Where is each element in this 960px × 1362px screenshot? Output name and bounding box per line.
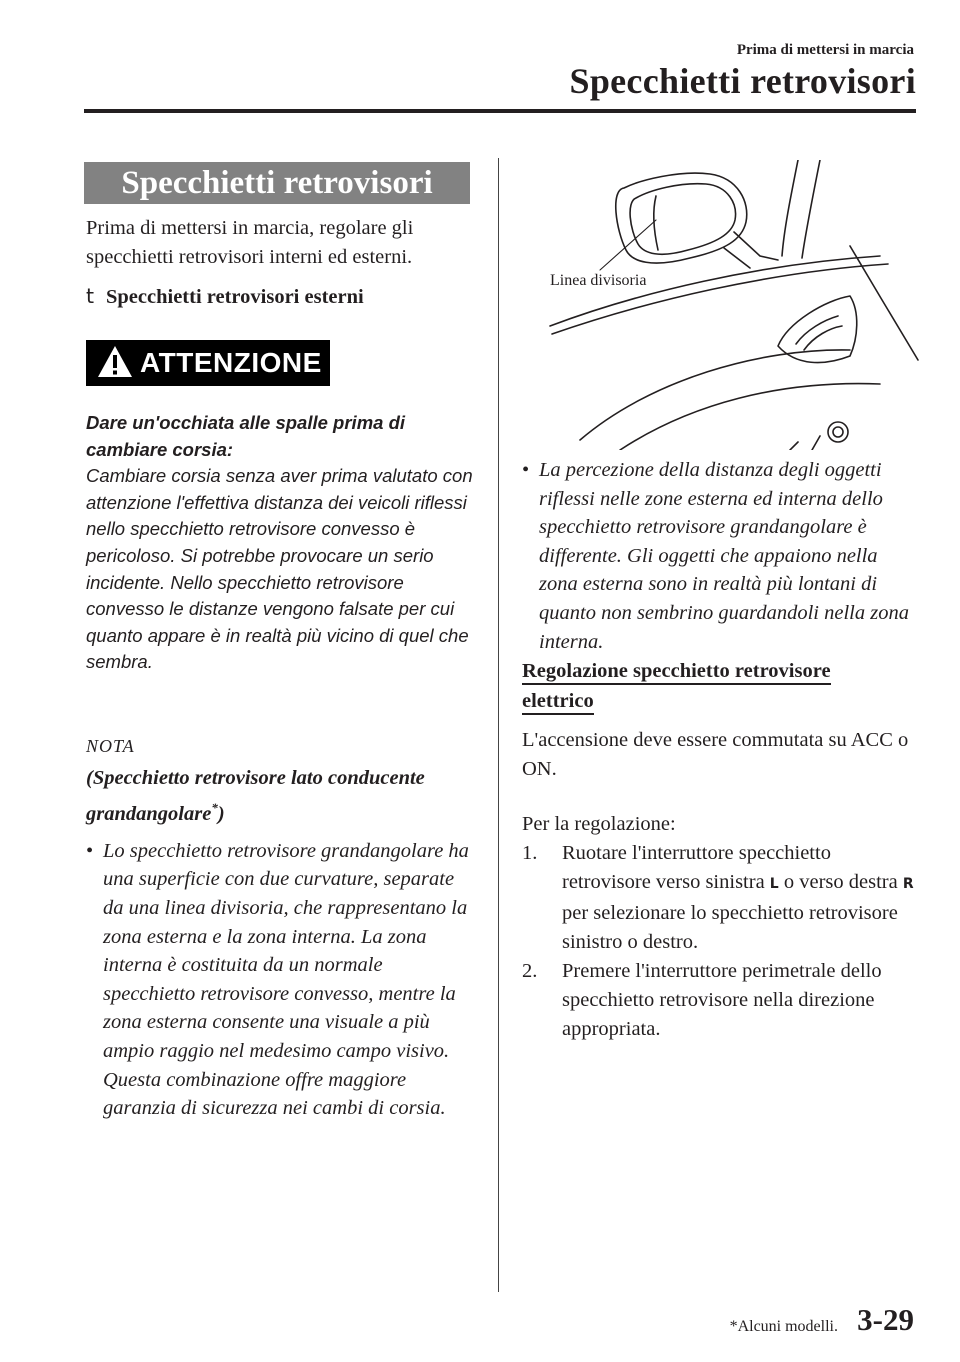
warning-body: Cambiare corsia senza aver prima valutato con attenzione l'effettiva distanza dei veicoli riflessi nello specchietto retrovisore convesso è pericoloso. Si potrebbe provocare un serio incidente. Nello specchietto retrovisore convesso le distanze vengono falsate per cui quanto appare è in realtà più vicino di quel che sembra. — [86, 465, 473, 673]
warning-lead: Dare un'occhiata alle spalle prima di cambiare corsia: — [86, 412, 406, 460]
key-right: R — [902, 876, 914, 892]
running-header-chapter: Specchietti retrovisori — [569, 61, 916, 101]
section-title: Specchietti retrovisori — [84, 162, 470, 204]
note-subtitle: (Specchietto retrovisore lato conducente grandangolare*) — [86, 767, 425, 825]
key-left: L — [769, 876, 779, 892]
footnote-mark: * — [211, 800, 218, 815]
warning-text — [86, 410, 478, 676]
subsection-marker: t — [86, 284, 95, 308]
step-1-number: 1. — [522, 842, 538, 864]
adjust-steps — [522, 810, 922, 1044]
electric-adjust-heading — [522, 656, 831, 716]
note-bullet-2 — [522, 456, 912, 656]
page-number: 3-29 — [857, 1302, 914, 1337]
note-bullet-2-text: La percezione della distanza degli oggetti riflessi nelle zone esterna ed interna dello specchietto retrovisore grandangolare è differente. Gli oggetti che appaiono nella zona esterna sono in realtà più lontani di quanto non sembrino guardandoli nella zona interna. — [539, 459, 909, 653]
electric-heading-line-2: elettrico — [522, 690, 594, 715]
bullet-dot: • — [86, 839, 94, 862]
column-divider — [498, 158, 499, 1292]
steps-intro: Per la regolazione: — [522, 813, 676, 835]
warning-triangle-icon — [96, 344, 134, 380]
note-bullet-1-text: Lo specchietto retrovisore grandangolare ha una superficie con due curvature, separate da una linea divisoria, che rappresentano la zona esterna e la zona interna. La zona interna è costituita da un normale specchietto retrovisore convesso, mentre la zona esterna consente una visuale a più ampio raggio nel medesimo campo visivo. Questa combinazione offre maggiore garanzia di sicurezza nei cambi di corsia. — [103, 839, 469, 1120]
header-rule — [84, 109, 916, 113]
subsection-heading-text: Specchietti retrovisori esterni — [106, 286, 364, 308]
step-2-number: 2. — [522, 960, 538, 982]
ignition-paragraph: L'accensione deve essere commutata su ACC o ON. — [522, 729, 909, 780]
step-2: 2. Premere l'interruttore perimetrale dello specchietto retrovisore nella direzione appropriata. — [522, 957, 922, 1044]
warning-banner — [86, 340, 330, 386]
step-1: 1. Ruotare l'interruttore specchietto retrovisore verso sinistra L o verso destra R per selezionare lo specchietto retrovisore sinistro o destro. — [522, 839, 922, 957]
note-title: NOTA — [86, 736, 135, 756]
side-mirror-illustration — [520, 160, 920, 450]
footnote: *Alcuni modelli. — [729, 1318, 838, 1335]
electric-heading-line-1: Regolazione specchietto retrovisore — [522, 660, 831, 685]
note-block — [86, 736, 476, 1123]
running-header-section: Prima di mettersi in marcia — [736, 42, 914, 58]
figure-callout-label: Linea divisoria — [550, 272, 647, 289]
bullet-dot: • — [522, 459, 530, 481]
note-bullet-1 — [86, 837, 476, 1123]
subsection-heading — [86, 284, 364, 309]
intro-paragraph: Prima di mettersi in marcia, regolare gli specchietti retrovisori interni ed esterni. — [86, 217, 414, 268]
warning-label: ATTENZIONE — [140, 347, 322, 378]
